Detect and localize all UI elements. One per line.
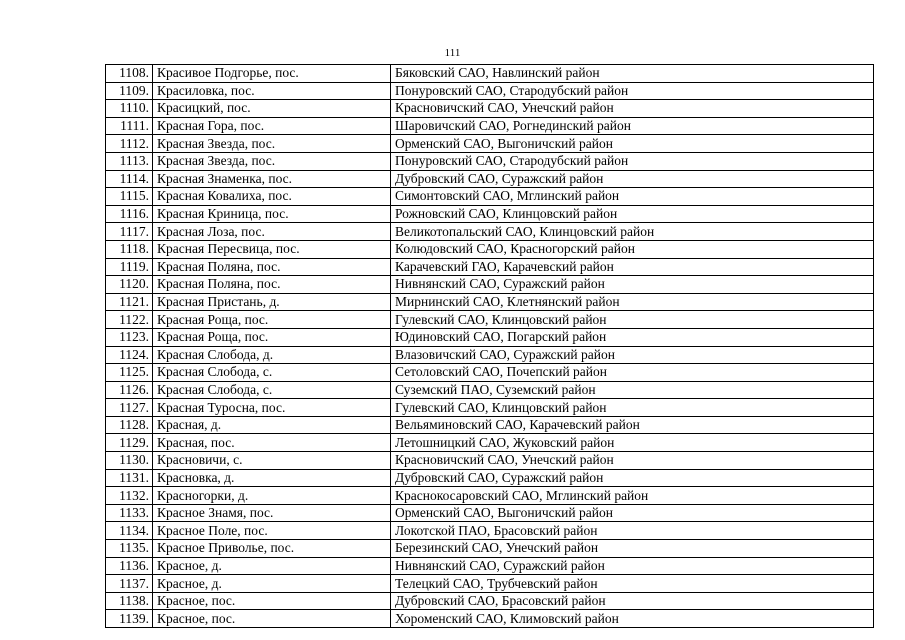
row-number: 1115. — [106, 188, 153, 206]
district-name: Вельяминовский САО, Карачевский район — [391, 416, 874, 434]
settlement-name: Красная Слобода, с. — [153, 381, 391, 399]
settlement-name: Красновка, д. — [153, 469, 391, 487]
settlement-name: Красное Знамя, пос. — [153, 504, 391, 522]
table-row — [106, 487, 874, 505]
row-number: 1131. — [106, 469, 153, 487]
settlement-name: Красное, пос. — [153, 592, 391, 610]
settlement-name: Красная Роща, пос. — [153, 311, 391, 329]
table-row — [106, 135, 874, 153]
district-name: Понуровский САО, Стародубский район — [391, 152, 874, 170]
table-row — [106, 381, 874, 399]
table-row — [106, 452, 874, 470]
table-row — [106, 364, 874, 382]
row-number: 1132. — [106, 487, 153, 505]
settlement-name: Красное Поле, пос. — [153, 522, 391, 540]
settlement-name: Красная, пос. — [153, 434, 391, 452]
table-row — [106, 557, 874, 575]
settlement-name: Красиловка, пос. — [153, 82, 391, 100]
row-number: 1108. — [106, 65, 153, 83]
row-number: 1126. — [106, 381, 153, 399]
row-number: 1124. — [106, 346, 153, 364]
row-number: 1117. — [106, 223, 153, 241]
district-name: Великотопальский САО, Клинцовский район — [391, 223, 874, 241]
table-row — [106, 575, 874, 593]
row-number: 1137. — [106, 575, 153, 593]
row-number: 1122. — [106, 311, 153, 329]
settlement-name: Красная Знаменка, пос. — [153, 170, 391, 188]
table-row — [106, 504, 874, 522]
row-number: 1125. — [106, 364, 153, 382]
district-name: Орменский САО, Выгоничский район — [391, 504, 874, 522]
table-row — [106, 188, 874, 206]
row-number: 1110. — [106, 100, 153, 118]
settlement-name: Красная Слобода, с. — [153, 364, 391, 382]
settlement-name: Красная Криница, пос. — [153, 205, 391, 223]
table-row — [106, 65, 874, 83]
settlement-name: Красная Пристань, д. — [153, 293, 391, 311]
table-row — [106, 346, 874, 364]
row-number: 1113. — [106, 152, 153, 170]
table-body — [106, 65, 874, 628]
settlement-name: Красное, д. — [153, 557, 391, 575]
row-number: 1120. — [106, 276, 153, 294]
settlement-name: Красная Гора, пос. — [153, 117, 391, 135]
settlement-name: Красная Лоза, пос. — [153, 223, 391, 241]
district-name: Нивнянский САО, Суражский район — [391, 557, 874, 575]
table-row — [106, 610, 874, 628]
settlements-table — [105, 64, 874, 628]
page-number: 111 — [444, 47, 461, 59]
row-number: 1109. — [106, 82, 153, 100]
table-row — [106, 434, 874, 452]
row-number: 1118. — [106, 240, 153, 258]
row-number: 1114. — [106, 170, 153, 188]
district-name: Гулевский САО, Клинцовский район — [391, 311, 874, 329]
row-number: 1111. — [106, 117, 153, 135]
table-row — [106, 276, 874, 294]
settlement-name: Красное, д. — [153, 575, 391, 593]
row-number: 1135. — [106, 540, 153, 558]
row-number: 1134. — [106, 522, 153, 540]
settlement-name: Красная Звезда, пос. — [153, 135, 391, 153]
table-row — [106, 100, 874, 118]
table-row — [106, 311, 874, 329]
settlement-name: Красногорки, д. — [153, 487, 391, 505]
district-name: Дубровский САО, Брасовский район — [391, 592, 874, 610]
settlement-name: Красная Пересвица, пос. — [153, 240, 391, 258]
settlement-name: Красная Поляна, пос. — [153, 276, 391, 294]
district-name: Хороменский САО, Климовский район — [391, 610, 874, 628]
table-row — [106, 170, 874, 188]
settlement-name: Красивое Подгорье, пос. — [153, 65, 391, 83]
settlement-name: Красная Слобода, д. — [153, 346, 391, 364]
settlement-name: Красная Ковалиха, пос. — [153, 188, 391, 206]
district-name: Дубровский САО, Суражский район — [391, 170, 874, 188]
settlement-name: Красное, пос. — [153, 610, 391, 628]
district-name: Шаровичский САО, Рогнединский район — [391, 117, 874, 135]
district-name: Влазовичский САО, Суражский район — [391, 346, 874, 364]
district-name: Колюдовский САО, Красногорский район — [391, 240, 874, 258]
district-name: Летошницкий САО, Жуковский район — [391, 434, 874, 452]
district-name: Локотской ПАО, Брасовский район — [391, 522, 874, 540]
row-number: 1138. — [106, 592, 153, 610]
table-row — [106, 82, 874, 100]
row-number: 1128. — [106, 416, 153, 434]
table-row — [106, 152, 874, 170]
table-row — [106, 469, 874, 487]
settlement-name: Красная, д. — [153, 416, 391, 434]
district-name: Рожновский САО, Клинцовский район — [391, 205, 874, 223]
settlement-name: Красновичи, с. — [153, 452, 391, 470]
row-number: 1123. — [106, 328, 153, 346]
district-name: Дубровский САО, Суражский район — [391, 469, 874, 487]
table-row — [106, 240, 874, 258]
district-name: Понуровский САО, Стародубский район — [391, 82, 874, 100]
table-row — [106, 223, 874, 241]
settlement-name: Красная Звезда, пос. — [153, 152, 391, 170]
table-row — [106, 328, 874, 346]
district-name: Бяковский САО, Навлинский район — [391, 65, 874, 83]
district-name: Красновичский САО, Унечский район — [391, 100, 874, 118]
row-number: 1127. — [106, 399, 153, 417]
district-name: Гулевский САО, Клинцовский район — [391, 399, 874, 417]
settlement-name: Красное Приволье, пос. — [153, 540, 391, 558]
table-row — [106, 592, 874, 610]
row-number: 1139. — [106, 610, 153, 628]
row-number: 1136. — [106, 557, 153, 575]
settlement-name: Красная Роща, пос. — [153, 328, 391, 346]
district-name: Березинский САО, Унечский район — [391, 540, 874, 558]
settlement-name: Красная Поляна, пос. — [153, 258, 391, 276]
table-row — [106, 416, 874, 434]
district-name: Суземский ПАО, Суземский район — [391, 381, 874, 399]
row-number: 1129. — [106, 434, 153, 452]
row-number: 1112. — [106, 135, 153, 153]
district-name: Красновичский САО, Унечский район — [391, 452, 874, 470]
settlement-name: Красицкий, пос. — [153, 100, 391, 118]
district-name: Сетоловский САО, Почепский район — [391, 364, 874, 382]
table-row — [106, 258, 874, 276]
district-name: Краснокосаровский САО, Мглинский район — [391, 487, 874, 505]
table-row — [106, 522, 874, 540]
table-row — [106, 399, 874, 417]
district-name: Карачевский ГАО, Карачевский район — [391, 258, 874, 276]
district-name: Мирнинский САО, Клетнянский район — [391, 293, 874, 311]
row-number: 1116. — [106, 205, 153, 223]
row-number: 1119. — [106, 258, 153, 276]
table-row — [106, 540, 874, 558]
district-name: Нивнянский САО, Суражский район — [391, 276, 874, 294]
table-row — [106, 117, 874, 135]
district-name: Орменский САО, Выгоничский район — [391, 135, 874, 153]
district-name: Симонтовский САО, Мглинский район — [391, 188, 874, 206]
table-row — [106, 205, 874, 223]
row-number: 1121. — [106, 293, 153, 311]
district-name: Юдиновский САО, Погарский район — [391, 328, 874, 346]
district-name: Телецкий САО, Трубчевский район — [391, 575, 874, 593]
row-number: 1133. — [106, 504, 153, 522]
settlement-name: Красная Туросна, пос. — [153, 399, 391, 417]
table-row — [106, 293, 874, 311]
row-number: 1130. — [106, 452, 153, 470]
